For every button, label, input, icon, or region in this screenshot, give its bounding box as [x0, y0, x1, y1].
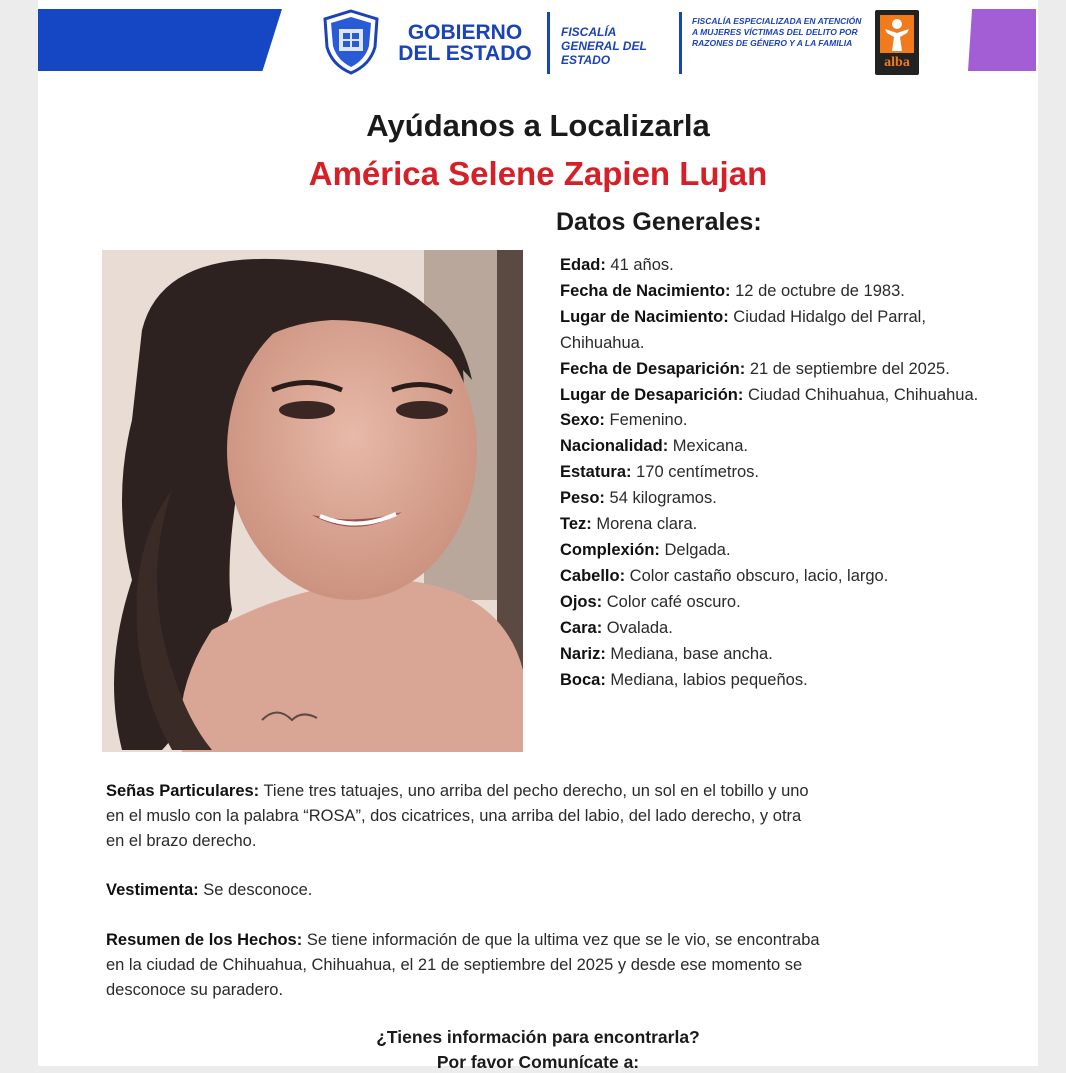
datos-field-value: 21 de septiembre del 2025. [745, 359, 950, 378]
datos-field-value: Color café oscuro. [602, 592, 741, 611]
datos-field-value: Color castaño obscuro, lacio, largo. [625, 566, 889, 585]
datos-generales-list [560, 253, 980, 693]
header-purple-band [968, 9, 1036, 71]
header-blue-band [38, 9, 282, 71]
datos-field-value: Ovalada. [602, 618, 673, 637]
datos-field-label: Nariz: [560, 644, 606, 663]
datos-field-label: Lugar de Desaparición: [560, 385, 744, 404]
datos-field [560, 460, 980, 486]
datos-field-value: 12 de octubre de 1983. [730, 281, 905, 300]
datos-field-value: 41 años. [605, 256, 674, 274]
datos-field [560, 512, 980, 538]
datos-generales-heading: Datos Generales: [556, 208, 762, 236]
datos-field-label: Edad: [560, 256, 606, 274]
datos-field [560, 357, 980, 383]
datos-field-label: Tez: [560, 515, 592, 534]
datos-field-label: Ojos: [560, 592, 603, 611]
datos-field [560, 253, 980, 279]
datos-field [560, 408, 980, 434]
alba-figure-icon [880, 15, 914, 53]
datos-field-value: Mediana, labios pequeños. [605, 670, 808, 689]
datos-field-label: Estatura: [560, 463, 632, 482]
state-shield-icon [322, 9, 380, 75]
contact-question: ¿Tienes información para encontrarla? [376, 1027, 700, 1047]
datos-field-value: Mediana, base ancha. [605, 644, 773, 663]
vestimenta: Vestimenta: Se desconoce. [106, 881, 313, 899]
datos-field [560, 383, 980, 409]
fiscalia-general-text: FISCALÍA GENERAL DEL ESTADO [561, 25, 647, 67]
gobierno-logo-text: GOBIERNO DEL ESTADO [398, 21, 532, 65]
datos-field [560, 434, 980, 460]
datos-field [560, 616, 980, 642]
resumen-de-los-hechos: Resumen de los Hechos: Se tiene información de que la ultima vez que se le vio, se encontraba en la ciudad de Chihuahua, Chihuahua, el 21 de septiembre del 2025 y desde ese momento se desconoce su paradero. [106, 931, 820, 999]
datos-field-value: 170 centímetros. [631, 463, 760, 482]
datos-field-value: Ciudad Chihuahua, Chihuahua. [743, 385, 979, 404]
datos-field [560, 590, 980, 616]
datos-field-label: Peso: [560, 489, 605, 508]
datos-field-label: Lugar de Nacimiento: [560, 307, 729, 326]
datos-field-label: Cabello: [560, 566, 626, 585]
person-name: América Selene Zapien Lujan [308, 155, 768, 192]
header-divider [547, 12, 550, 74]
datos-field-label: Fecha de Desaparición: [560, 359, 746, 378]
datos-field-value: Delgada. [659, 540, 731, 559]
datos-field-label: Complexión: [560, 540, 660, 559]
datos-field-value: Mexicana. [668, 437, 748, 456]
datos-field-value: Femenino. [604, 411, 688, 430]
datos-field-label: Nacionalidad: [560, 437, 669, 456]
datos-field [560, 642, 980, 668]
alba-logo: alba [875, 10, 919, 75]
poster-title: Ayúdanos a Localizarla [366, 108, 710, 143]
datos-field-label: Boca: [560, 670, 606, 689]
datos-field [560, 279, 980, 305]
datos-field-value: Ciudad Hidalgo del Parral, Chihuahua. [560, 307, 926, 352]
datos-field-label: Fecha de Nacimiento: [560, 281, 731, 300]
datos-field [560, 538, 980, 564]
header-divider [679, 12, 682, 74]
senas-particulares: Señas Particulares: Tiene tres tatuajes, uno arriba del pecho derecho, un sol en el tobillo y uno en el muslo con la palabra “ROSA”, dos cicatrices, una arriba del labio, del lado derecho, y otra en el brazo derecho. [106, 782, 809, 850]
datos-field-value: Morena clara. [591, 515, 698, 534]
fiscalia-especializada-text: FISCALÍA ESPECIALIZADA EN ATENCIÓN A MUJERES VÍCTIMAS DEL DELITO POR RAZONES DE GÉNERO Y A LA FAMILIA [692, 16, 862, 48]
person-photo [102, 250, 523, 752]
datos-field [560, 305, 980, 357]
datos-field [560, 564, 980, 590]
contact-instruction: Por favor Comunícate a: [436, 1052, 640, 1072]
datos-field [560, 668, 980, 694]
datos-field-label: Sexo: [560, 411, 605, 430]
datos-field-value: 54 kilogramos. [604, 489, 717, 508]
datos-field [560, 486, 980, 512]
datos-field-label: Cara: [560, 618, 603, 637]
